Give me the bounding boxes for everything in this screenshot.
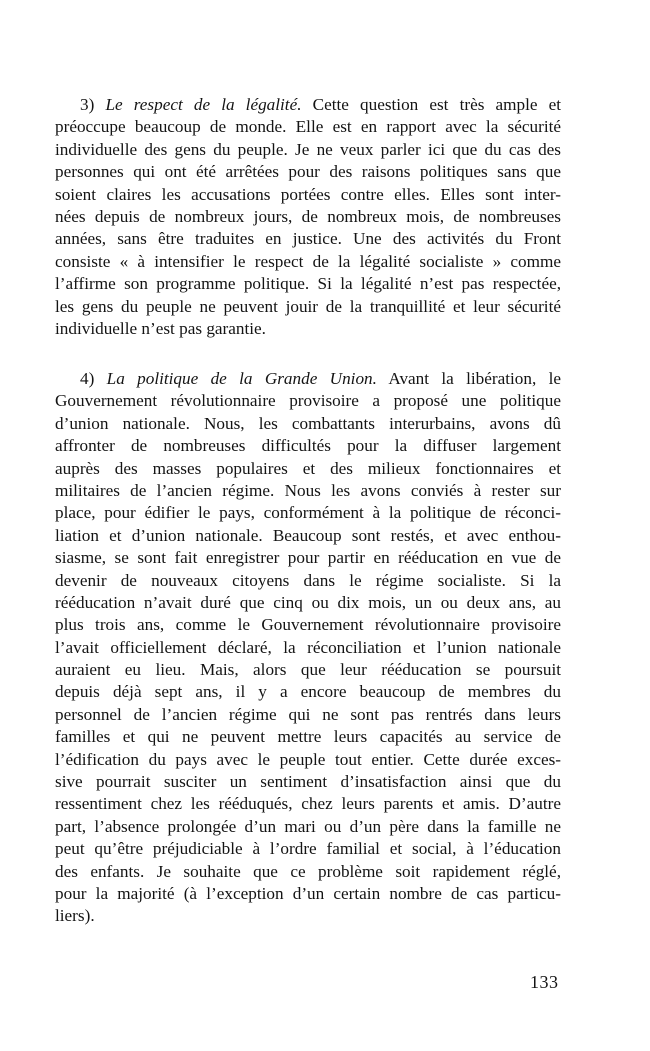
text-line: l’affirme son programme politique. Si la légalité n’est pas respectée, — [55, 274, 561, 294]
text-line: ressentiment chez les rééduqués, chez leurs parents et amis. D’autre — [55, 794, 561, 814]
paragraph-heading: Le respect de la légalité. — [105, 95, 302, 114]
text-line: personnel de l’ancien régime qui ne sont pas rentrés dans leurs — [55, 704, 561, 724]
text-line: place, pour édifier le pays, conformément à la politique de réconci- — [55, 503, 561, 523]
text-line: individuelle des gens du peuple. Je ne veux parler ici que du cas des — [55, 139, 561, 159]
text-line: l’édification du pays avec le peuple tout entier. Cette durée exces- — [55, 749, 561, 769]
paragraph-first-line — [55, 368, 561, 390]
text-line: auprès des masses populaires et des milieux fonctionnaires et — [55, 458, 561, 478]
text-line: militaires de l’ancien régime. Nous les avons conviés à rester sur — [55, 480, 561, 500]
text-line: préoccupe beaucoup de monde. Elle est en rapport avec la sécurité — [55, 117, 561, 137]
text-line: l’avait officiellement déclaré, la réconciliation et l’union nationale — [55, 637, 561, 657]
text-line: affronter de nombreuses difficultés pour la diffuser largement — [55, 436, 561, 456]
text-line: peut qu’être préjudiciable à l’ordre familial et social, à l’éducation — [55, 839, 561, 859]
text-line: individuelle n’est pas garantie. — [55, 318, 266, 338]
paragraph-grande-union — [55, 368, 561, 928]
text-line: liers). — [55, 906, 95, 926]
text-line: part, l’absence prolongée d’un mari ou d’un père dans la famille ne — [55, 816, 561, 836]
text-line: Gouvernement révolutionnaire provisoire a proposé une politique — [55, 391, 561, 411]
text-line: nées depuis de nombreux jours, de nombreux mois, de nombreuses — [55, 206, 561, 226]
text-line: consiste « à intensifier le respect de la légalité socialiste » comme — [55, 251, 561, 271]
paragraph-heading: La politique de la Grande Union. — [106, 369, 377, 388]
text-line: familles et qui ne peuvent mettre leurs capacités au service de — [55, 727, 561, 747]
text-line: Cette question est très ample et — [301, 95, 562, 114]
text-line: d’union nationale. Nous, les combattants interurbains, avons dû — [55, 413, 561, 433]
item-number: 3) — [80, 95, 95, 114]
page-number: 133 — [530, 972, 559, 992]
text-line: auraient eu lieu. Mais, alors que leur rééducation se poursuit — [55, 660, 561, 680]
text-line: devenir de nouveaux citoyens dans le régime socialiste. Si la — [55, 570, 561, 590]
text-line: depuis déjà sept ans, il y a encore beaucoup de membres du — [55, 682, 561, 702]
text-line: liation et d’union nationale. Beaucoup sont restés, et avec enthou- — [55, 525, 561, 545]
text-line: les gens du peuple ne peuvent jouir de la tranquillité et leur sécurité — [55, 296, 561, 316]
text-line: Avant la libération, le — [376, 369, 561, 388]
text-line: personnes qui ont été arrêtées pour des raisons politiques sans que — [55, 162, 561, 182]
text-line: soient claires les accusations portées contre elles. Elles sont inter- — [55, 184, 561, 204]
text-line: pour la majorité (à l’exception d’un certain nombre de cas particu- — [55, 883, 561, 903]
text-line: des enfants. Je souhaite que ce problème soit rapidement réglé, — [55, 861, 561, 881]
item-number: 4) — [80, 369, 95, 388]
text-line: sive pourrait susciter un sentiment d’insatisfaction ainsi que du — [55, 772, 561, 792]
text-line: siasme, se sont fait enregistrer pour partir en rééducation en vue de — [55, 548, 561, 568]
text-line: rééducation n’avait duré que cinq ou dix mois, un ou deux ans, au — [55, 592, 561, 612]
text-line: années, sans être traduites en justice. Une des activités du Front — [55, 229, 561, 249]
paragraph-respect-legalite — [55, 94, 561, 340]
text-line: plus trois ans, comme le Gouvernement révolutionnaire provisoire — [55, 615, 561, 635]
paragraph-first-line — [55, 94, 561, 116]
